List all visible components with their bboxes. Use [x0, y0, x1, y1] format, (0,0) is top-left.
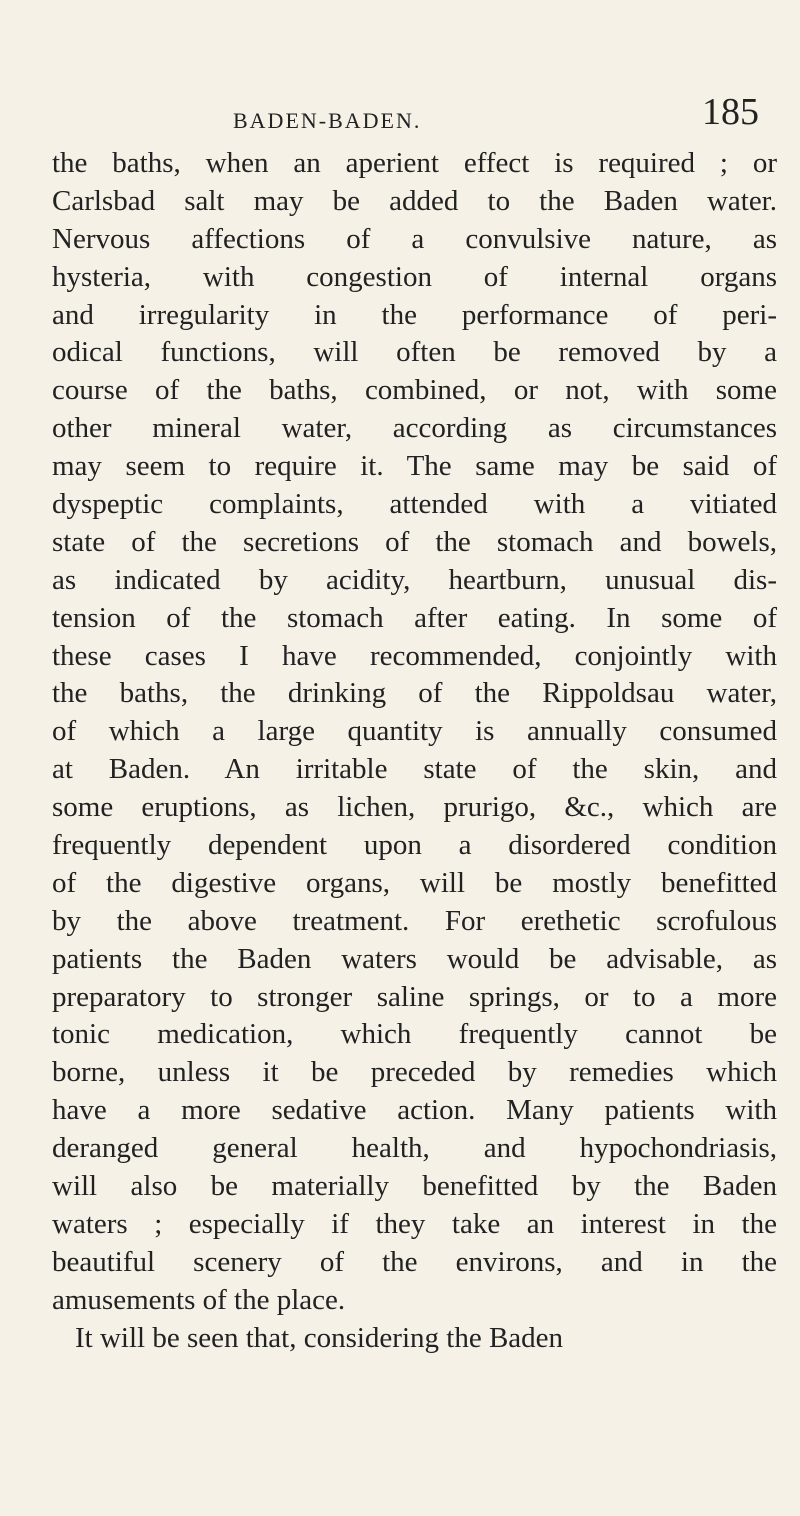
text-line: preparatory to stronger saline springs, or to a more [52, 980, 777, 1013]
text-line: some eruptions, as lichen, prurigo, &c., which are [52, 791, 777, 824]
text-line: the baths, when an aperient effect is required ; or [52, 147, 777, 179]
text-line: hysteria, with congestion of internal organs [52, 260, 777, 293]
page-header [0, 80, 800, 140]
text-line: of which a large quantity is annually consumed [52, 715, 777, 748]
text-line: tonic medication, which frequently cannot be [52, 1018, 777, 1051]
text-line: and irregularity in the performance of peri- [52, 298, 777, 331]
text-line: borne, unless it be preceded by remedies which [52, 1056, 777, 1089]
text-line: other mineral water, according as circumstances [52, 412, 777, 445]
text-line: state of the secretions of the stomach and bowels, [52, 525, 777, 558]
text-line: dyspeptic complaints, attended with a vitiated [52, 488, 777, 521]
text-line: frequently dependent upon a disordered condition [52, 829, 777, 862]
text-line: of the digestive organs, will be mostly benefitted [52, 866, 777, 899]
text-line: patients the Baden waters would be advisable, as [52, 942, 777, 975]
text-line: have a more sedative action. Many patients with [52, 1094, 777, 1127]
text-line: It will be seen that, considering the Baden [75, 1321, 564, 1354]
text-line: course of the baths, combined, or not, with some [52, 374, 777, 407]
text-line: tension of the stomach after eating. In some of [52, 601, 777, 634]
text-line: will also be materially benefitted by the Baden [52, 1170, 777, 1203]
text-line: amusements of the place. [52, 1283, 346, 1316]
text-line: by the above treatment. For erethetic scrofulous [52, 904, 777, 937]
page-number: 185 [702, 91, 759, 133]
text-line: these cases I have recommended, conjointly with [52, 639, 777, 672]
text-line: waters ; especially if they take an interest in the [52, 1207, 777, 1240]
text-line: odical functions, will often be removed by a [52, 336, 777, 369]
text-line: as indicated by acidity, heartburn, unusual dis- [52, 563, 777, 596]
text-line: Carlsbad salt may be added to the Baden water. [52, 184, 777, 217]
text-line: beautiful scenery of the environs, and in the [52, 1245, 777, 1278]
running-head: BADEN-BADEN. [233, 108, 422, 133]
text-line: the baths, the drinking of the Rippoldsau water, [52, 677, 777, 710]
body-text [52, 145, 777, 1358]
text-line: at Baden. An irritable state of the skin, and [52, 753, 777, 786]
text-line: Nervous affections of a convulsive nature, as [52, 222, 777, 255]
text-line: may seem to require it. The same may be said of [52, 450, 777, 483]
text-line: deranged general health, and hypochondriasis, [52, 1132, 777, 1165]
